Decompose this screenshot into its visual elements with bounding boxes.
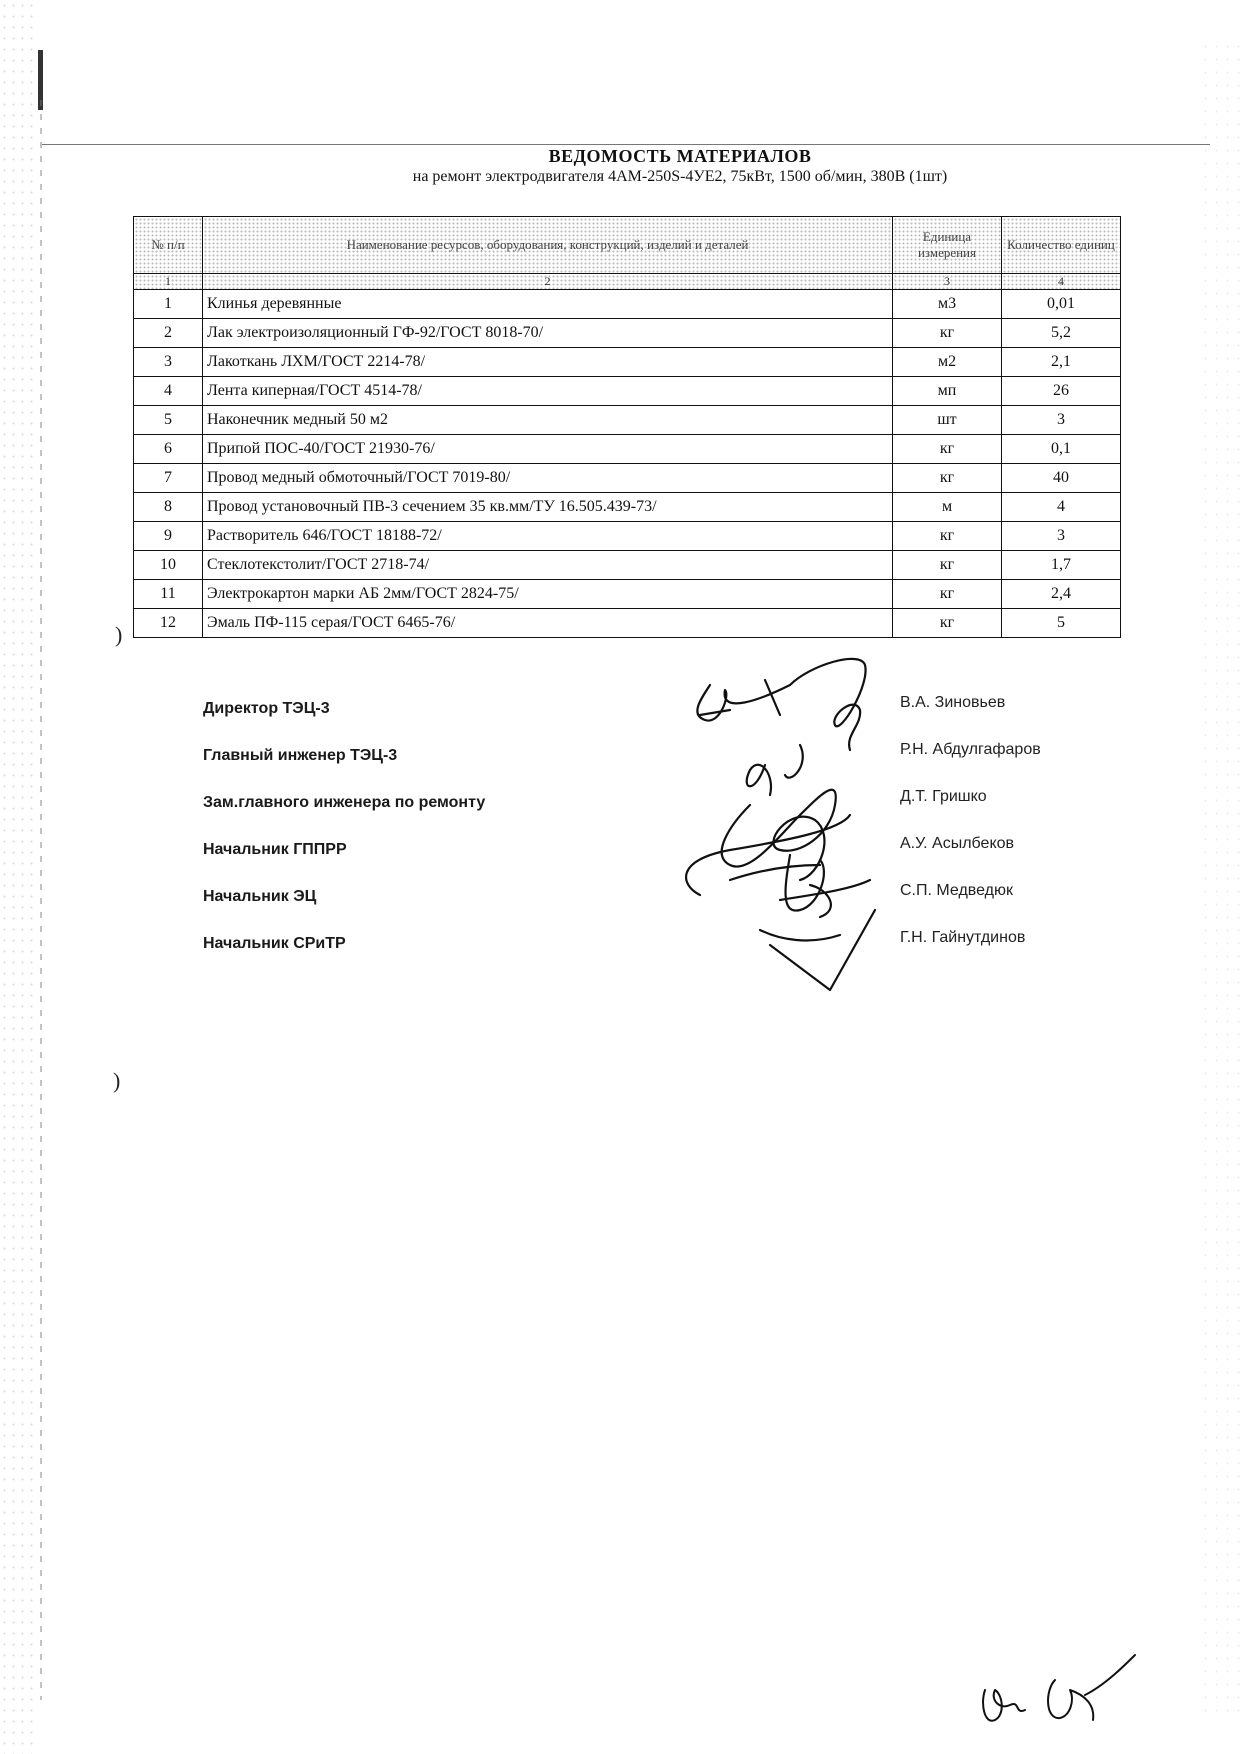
column-number-row (134, 274, 1121, 290)
row-name: Растворитель 646/ГОСТ 18188-72/ (203, 522, 893, 551)
row-name: Лак электроизоляционный ГФ-92/ГОСТ 8018-70/ (203, 319, 893, 348)
signatory-position: Начальник ЭЦ (203, 888, 317, 905)
row-name: Лакоткань ЛХМ/ГОСТ 2214-78/ (203, 348, 893, 377)
table-row (134, 406, 1121, 435)
scan-bracket-mark: ) (113, 1068, 121, 1093)
row-unit: кг (893, 522, 1002, 551)
row-unit: м3 (893, 290, 1002, 319)
header-num: № п/п (134, 217, 203, 274)
row-qty: 40 (1002, 464, 1121, 493)
page-initials-signature (975, 1650, 1145, 1740)
scan-noise-left (0, 0, 36, 1754)
row-unit: кг (893, 319, 1002, 348)
row-unit: мп (893, 377, 1002, 406)
table-header-row (134, 217, 1121, 274)
column-number: 1 (134, 274, 203, 290)
scan-bracket-mark: ) (115, 622, 123, 647)
header-name: Наименование ресурсов, оборудования, конструкций, изделий и деталей (203, 217, 893, 274)
row-name: Эмаль ПФ-115 серая/ГОСТ 6465-76/ (203, 609, 893, 638)
row-num: 11 (134, 580, 203, 609)
scan-noise-right (1200, 40, 1240, 1720)
row-unit: шт (893, 406, 1002, 435)
signatory-name: Г.Н. Гайнутдинов (900, 929, 1026, 946)
row-qty: 0,01 (1002, 290, 1121, 319)
row-num: 10 (134, 551, 203, 580)
table-row (134, 464, 1121, 493)
row-qty: 26 (1002, 377, 1121, 406)
signatory-position: Главный инженер ТЭЦ-3 (203, 747, 398, 764)
row-num: 6 (134, 435, 203, 464)
row-num: 8 (134, 493, 203, 522)
table-row (134, 377, 1121, 406)
row-qty: 3 (1002, 406, 1121, 435)
row-num: 9 (134, 522, 203, 551)
row-name: Наконечник медный 50 м2 (203, 406, 893, 435)
signatory-position: Начальник ГППРР (203, 841, 347, 858)
materials-table (133, 216, 1121, 638)
row-unit: м2 (893, 348, 1002, 377)
row-qty: 2,4 (1002, 580, 1121, 609)
header-qty: Количество единиц (1002, 217, 1121, 274)
row-name: Провод установочный ПВ-3 сечением 35 кв.мм/ТУ 16.505.439-73/ (203, 493, 893, 522)
row-name: Стеклотекстолит/ГОСТ 2718-74/ (203, 551, 893, 580)
row-qty: 3 (1002, 522, 1121, 551)
table-row (134, 551, 1121, 580)
row-name: Лента киперная/ГОСТ 4514-78/ (203, 377, 893, 406)
column-number: 4 (1002, 274, 1121, 290)
row-unit: кг (893, 580, 1002, 609)
row-num: 7 (134, 464, 203, 493)
table-row (134, 319, 1121, 348)
row-qty: 0,1 (1002, 435, 1121, 464)
row-qty: 5,2 (1002, 319, 1121, 348)
scan-edge-line (40, 100, 42, 1700)
header-unit: Единица измерения (893, 217, 1002, 274)
column-number: 3 (893, 274, 1002, 290)
signatory-positions (203, 700, 485, 982)
scan-top-line (42, 144, 1210, 145)
row-unit: кг (893, 435, 1002, 464)
document-subtitle: на ремонт электродвигателя 4АМ-250S-4УЕ2, 75кВт, 1500 об/мин, 380В (1шт) (412, 168, 948, 185)
row-num: 4 (134, 377, 203, 406)
row-unit: кг (893, 609, 1002, 638)
row-num: 12 (134, 609, 203, 638)
row-num: 5 (134, 406, 203, 435)
signatory-name: Р.Н. Абдулгафаров (900, 741, 1041, 758)
row-name: Клинья деревянные (203, 290, 893, 319)
row-qty: 2,1 (1002, 348, 1121, 377)
table-row (134, 435, 1121, 464)
signatory-name: Д.Т. Гришко (900, 788, 987, 805)
table-row (134, 493, 1121, 522)
table-row (134, 580, 1121, 609)
signatory-position: Директор ТЭЦ-3 (203, 700, 330, 717)
table-row (134, 290, 1121, 319)
table-row (134, 522, 1121, 551)
row-qty: 1,7 (1002, 551, 1121, 580)
row-unit: м (893, 493, 1002, 522)
handwritten-signatures (670, 655, 900, 995)
signatory-names (900, 694, 1041, 976)
table-row (134, 348, 1121, 377)
row-name: Электрокартон марки АБ 2мм/ГОСТ 2824-75/ (203, 580, 893, 609)
signatory-position: Начальник СРиТР (203, 935, 346, 952)
row-num: 2 (134, 319, 203, 348)
document-title: ВЕДОМОСТЬ МАТЕРИАЛОВ (548, 146, 812, 166)
row-num: 1 (134, 290, 203, 319)
row-name: Провод медный обмоточный/ГОСТ 7019-80/ (203, 464, 893, 493)
signatory-name: С.П. Медведюк (900, 882, 1013, 899)
row-num: 3 (134, 348, 203, 377)
signatory-position: Зам.главного инженера по ремонту (203, 794, 486, 811)
row-qty: 5 (1002, 609, 1121, 638)
row-unit: кг (893, 464, 1002, 493)
column-number: 2 (203, 274, 893, 290)
table-row (134, 609, 1121, 638)
row-name: Припой ПОС-40/ГОСТ 21930-76/ (203, 435, 893, 464)
signatory-name: В.А. Зиновьев (900, 694, 1006, 711)
row-unit: кг (893, 551, 1002, 580)
row-qty: 4 (1002, 493, 1121, 522)
signatory-name: А.У. Асылбеков (900, 835, 1015, 852)
